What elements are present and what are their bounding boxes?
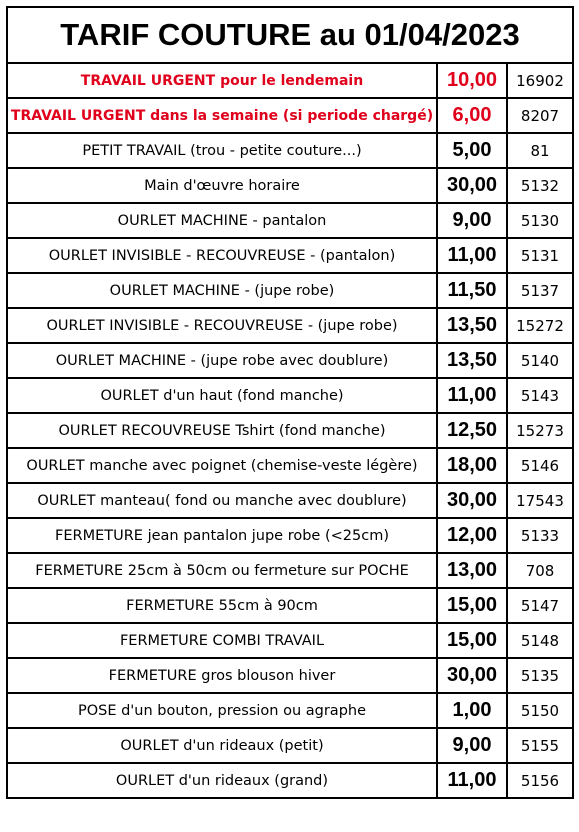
table-row — [7, 553, 573, 588]
table-row — [7, 448, 573, 483]
price-cell: 15,00 — [437, 623, 507, 658]
article-code: 5135 — [507, 658, 573, 693]
service-description: FERMETURE COMBI TRAVAIL — [7, 623, 437, 658]
price-table — [6, 6, 574, 799]
article-code: 5148 — [507, 623, 573, 658]
article-code: 16902 — [507, 63, 573, 98]
table-row — [7, 168, 573, 203]
price-cell: 11,00 — [437, 378, 507, 413]
service-description: OURLET MACHINE - (jupe robe avec doublure) — [7, 343, 437, 378]
article-code: 5130 — [507, 203, 573, 238]
service-description: TRAVAIL URGENT pour le lendemain — [7, 63, 437, 98]
price-cell: 30,00 — [437, 168, 507, 203]
service-description: FERMETURE gros blouson hiver — [7, 658, 437, 693]
service-description: Main d'œuvre horaire — [7, 168, 437, 203]
article-code: 5131 — [507, 238, 573, 273]
table-row — [7, 378, 573, 413]
table-row — [7, 623, 573, 658]
table-row — [7, 133, 573, 168]
urgent-row — [7, 98, 573, 133]
service-description: OURLET d'un rideaux (grand) — [7, 763, 437, 798]
price-cell: 30,00 — [437, 483, 507, 518]
price-cell: 1,00 — [437, 693, 507, 728]
article-code: 708 — [507, 553, 573, 588]
article-code: 5140 — [507, 343, 573, 378]
service-description: OURLET MACHINE - (jupe robe) — [7, 273, 437, 308]
article-code: 5150 — [507, 693, 573, 728]
service-description: OURLET RECOUVREUSE Tshirt (fond manche) — [7, 413, 437, 448]
price-cell: 6,00 — [437, 98, 507, 133]
price-cell: 13,50 — [437, 343, 507, 378]
table-row — [7, 413, 573, 448]
price-table-body — [7, 7, 573, 798]
table-row — [7, 483, 573, 518]
service-description: OURLET d'un haut (fond manche) — [7, 378, 437, 413]
price-cell: 30,00 — [437, 658, 507, 693]
table-row — [7, 343, 573, 378]
price-cell: 12,50 — [437, 413, 507, 448]
article-code: 5156 — [507, 763, 573, 798]
article-code: 5133 — [507, 518, 573, 553]
price-cell: 10,00 — [437, 63, 507, 98]
service-description: OURLET INVISIBLE - RECOUVREUSE - (jupe robe) — [7, 308, 437, 343]
price-cell: 13,00 — [437, 553, 507, 588]
table-row — [7, 728, 573, 763]
price-cell: 18,00 — [437, 448, 507, 483]
table-row — [7, 308, 573, 343]
article-code: 8207 — [507, 98, 573, 133]
article-code: 5132 — [507, 168, 573, 203]
table-row — [7, 763, 573, 798]
service-description: PETIT TRAVAIL (trou - petite couture...) — [7, 133, 437, 168]
article-code: 5146 — [507, 448, 573, 483]
price-cell: 11,00 — [437, 763, 507, 798]
article-code: 5137 — [507, 273, 573, 308]
table-row — [7, 658, 573, 693]
service-description: TRAVAIL URGENT dans la semaine (si periode chargé) — [7, 98, 437, 133]
service-description: OURLET MACHINE - pantalon — [7, 203, 437, 238]
service-description: OURLET manche avec poignet (chemise-veste légère) — [7, 448, 437, 483]
table-row — [7, 693, 573, 728]
table-row — [7, 273, 573, 308]
service-description: POSE d'un bouton, pression ou agraphe — [7, 693, 437, 728]
article-code: 15272 — [507, 308, 573, 343]
urgent-row — [7, 63, 573, 98]
price-cell: 9,00 — [437, 728, 507, 763]
price-cell: 12,00 — [437, 518, 507, 553]
table-row — [7, 518, 573, 553]
page-title: TARIF COUTURE au 01/04/2023 — [7, 7, 573, 63]
table-row — [7, 238, 573, 273]
article-code: 5155 — [507, 728, 573, 763]
price-cell: 11,50 — [437, 273, 507, 308]
price-cell: 11,00 — [437, 238, 507, 273]
service-description: FERMETURE 55cm à 90cm — [7, 588, 437, 623]
article-code: 17543 — [507, 483, 573, 518]
article-code: 5147 — [507, 588, 573, 623]
table-row — [7, 588, 573, 623]
service-description: OURLET d'un rideaux (petit) — [7, 728, 437, 763]
price-cell: 15,00 — [437, 588, 507, 623]
price-cell: 9,00 — [437, 203, 507, 238]
price-cell: 13,50 — [437, 308, 507, 343]
price-cell: 5,00 — [437, 133, 507, 168]
service-description: OURLET INVISIBLE - RECOUVREUSE - (pantalon) — [7, 238, 437, 273]
service-description: FERMETURE 25cm à 50cm ou fermeture sur POCHE — [7, 553, 437, 588]
service-description: OURLET manteau( fond ou manche avec doublure) — [7, 483, 437, 518]
article-code: 15273 — [507, 413, 573, 448]
service-description: FERMETURE jean pantalon jupe robe (<25cm) — [7, 518, 437, 553]
title-row — [7, 7, 573, 63]
table-row — [7, 203, 573, 238]
article-code: 81 — [507, 133, 573, 168]
article-code: 5143 — [507, 378, 573, 413]
